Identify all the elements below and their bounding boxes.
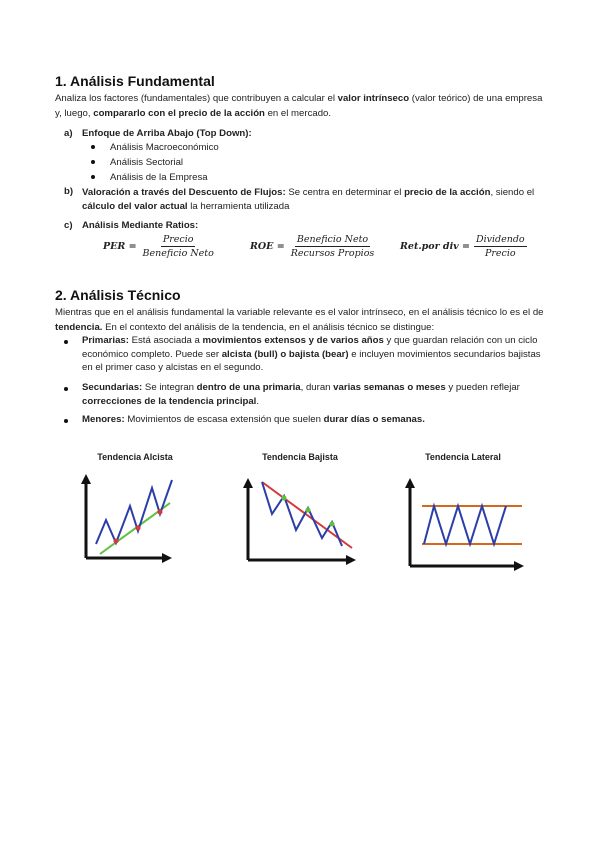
text-run: la herramienta utilizada: [187, 200, 290, 212]
text-run: Movimientos de escasa extensión que suelen: [124, 414, 324, 425]
text-bold: Valoración a través del Descuento de Flujos:: [82, 187, 286, 198]
text-run: Analiza los factores (fundamentales) que contribuyen a calcular el: [55, 93, 338, 104]
text-bold: Secundarias:: [82, 382, 143, 393]
formula-lhs: ROE =: [250, 241, 285, 252]
bullet-dot: [64, 340, 68, 344]
text-run: , duran: [300, 382, 334, 393]
list-marker-b: b): [64, 186, 74, 197]
section-1-intro: [55, 92, 547, 121]
ret-div-formula: [400, 234, 527, 259]
arrow-head: [81, 474, 91, 484]
lateral-diagram: [400, 472, 530, 572]
text-run: en el mercado.: [264, 107, 332, 119]
roe-formula: [250, 234, 376, 259]
fraction: [289, 234, 377, 259]
text-bold: tendencia.: [55, 321, 103, 333]
list-item: Análisis de la Empresa: [110, 172, 208, 183]
text-run: En el contexto del análisis de la tendencia, en el análisis técnico se distingue:: [102, 321, 435, 333]
text-bold: compararlo con el precio de la acción: [93, 107, 265, 119]
text-bold: correcciones de la tendencia principal: [82, 395, 257, 407]
text-run: , siendo el: [490, 187, 535, 198]
text-bold: Menores:: [82, 414, 125, 425]
bullet-dot: [64, 387, 68, 391]
alcista-diagram: [78, 468, 178, 568]
alcista-title: Tendencia Alcista: [97, 452, 173, 462]
touch-point: [158, 510, 163, 515]
bajista-title: Tendencia Bajista: [262, 452, 338, 462]
text-bold: Primarias:: [82, 335, 129, 346]
fraction: [141, 234, 216, 259]
denominator: Precio: [484, 248, 516, 259]
formula-lhs: Ret.por div =: [400, 241, 470, 252]
arrow-head: [514, 561, 524, 571]
list-item: Análisis Sectorial: [110, 157, 184, 168]
fraction: [474, 234, 527, 259]
numerator: Precio: [162, 234, 194, 245]
denominator: Recursos Propios: [290, 248, 375, 259]
arrow-head: [243, 478, 253, 488]
denominator: Beneficio Neto: [142, 248, 214, 259]
flujos-item: [82, 186, 552, 213]
text-run: Se centra en determinar el: [285, 187, 405, 198]
text-run: Mientras que en el análisis fundamental la variable relevante es el valor intrínseco, en el análisis técnico lo es el de: [55, 307, 544, 318]
text-run: (valor teórico) de una empresa y, luego,: [55, 93, 543, 119]
list-marker-c: c): [64, 220, 73, 231]
ratios-heading: Análisis Mediante Ratios:: [82, 220, 199, 231]
bajista-diagram: [240, 468, 360, 568]
per-formula: [103, 234, 216, 259]
menores-item: [82, 413, 548, 427]
text-bold: alcista (bull) o bajista (bear): [221, 348, 349, 360]
text-bold: dentro de una primaria: [196, 382, 301, 393]
touch-point: [114, 539, 119, 544]
text-run: y pueden reflejar: [445, 382, 520, 393]
section-1-title: 1. Análisis Fundamental: [55, 73, 215, 89]
text-bold: varias semanas o meses: [333, 382, 446, 393]
text-bold: precio de la acción: [404, 187, 491, 198]
text-bold: cálculo del valor actual: [82, 200, 188, 212]
text-run: y que guardan relación con un ciclo económico completo. Puede ser: [82, 335, 538, 360]
text-run: .: [256, 395, 260, 407]
bullet-dot: [91, 175, 95, 179]
formula-lhs: PER =: [103, 241, 137, 252]
section-2-intro: [55, 306, 547, 335]
text-run: Se integran: [142, 382, 197, 393]
text-run: e incluyen movimientos secundarios bajistas en el primer caso y alcistas en el segundo.: [82, 348, 541, 373]
bullet-dot: [91, 145, 95, 149]
primarias-item: [82, 334, 548, 375]
secundarias-item: [82, 381, 548, 408]
price-line: [424, 506, 506, 544]
numerator: Dividendo: [475, 234, 525, 245]
list-item: Análisis Macroeconómico: [110, 142, 219, 153]
arrow-head: [346, 555, 356, 565]
arrow-head: [405, 478, 415, 488]
list-marker-a: a): [64, 128, 73, 139]
touch-point: [330, 522, 335, 527]
numerator: Beneficio Neto: [296, 234, 369, 245]
touch-point: [306, 508, 311, 513]
section-2-title: 2. Análisis Técnico: [55, 287, 181, 303]
text-run: Está asociada a: [128, 335, 203, 346]
text-bold: durar días o semanas.: [323, 414, 425, 425]
bullet-dot: [91, 160, 95, 164]
arrow-head: [162, 553, 172, 563]
bullet-dot: [64, 419, 68, 423]
top-down-heading: Enfoque de Arriba Abajo (Top Down):: [82, 128, 252, 139]
touch-point: [136, 526, 141, 531]
touch-point: [282, 496, 287, 501]
text-bold: valor intrínseco: [337, 93, 410, 104]
text-bold: movimientos extensos y de varios años: [202, 335, 384, 346]
lateral-title: Tendencia Lateral: [425, 452, 501, 462]
